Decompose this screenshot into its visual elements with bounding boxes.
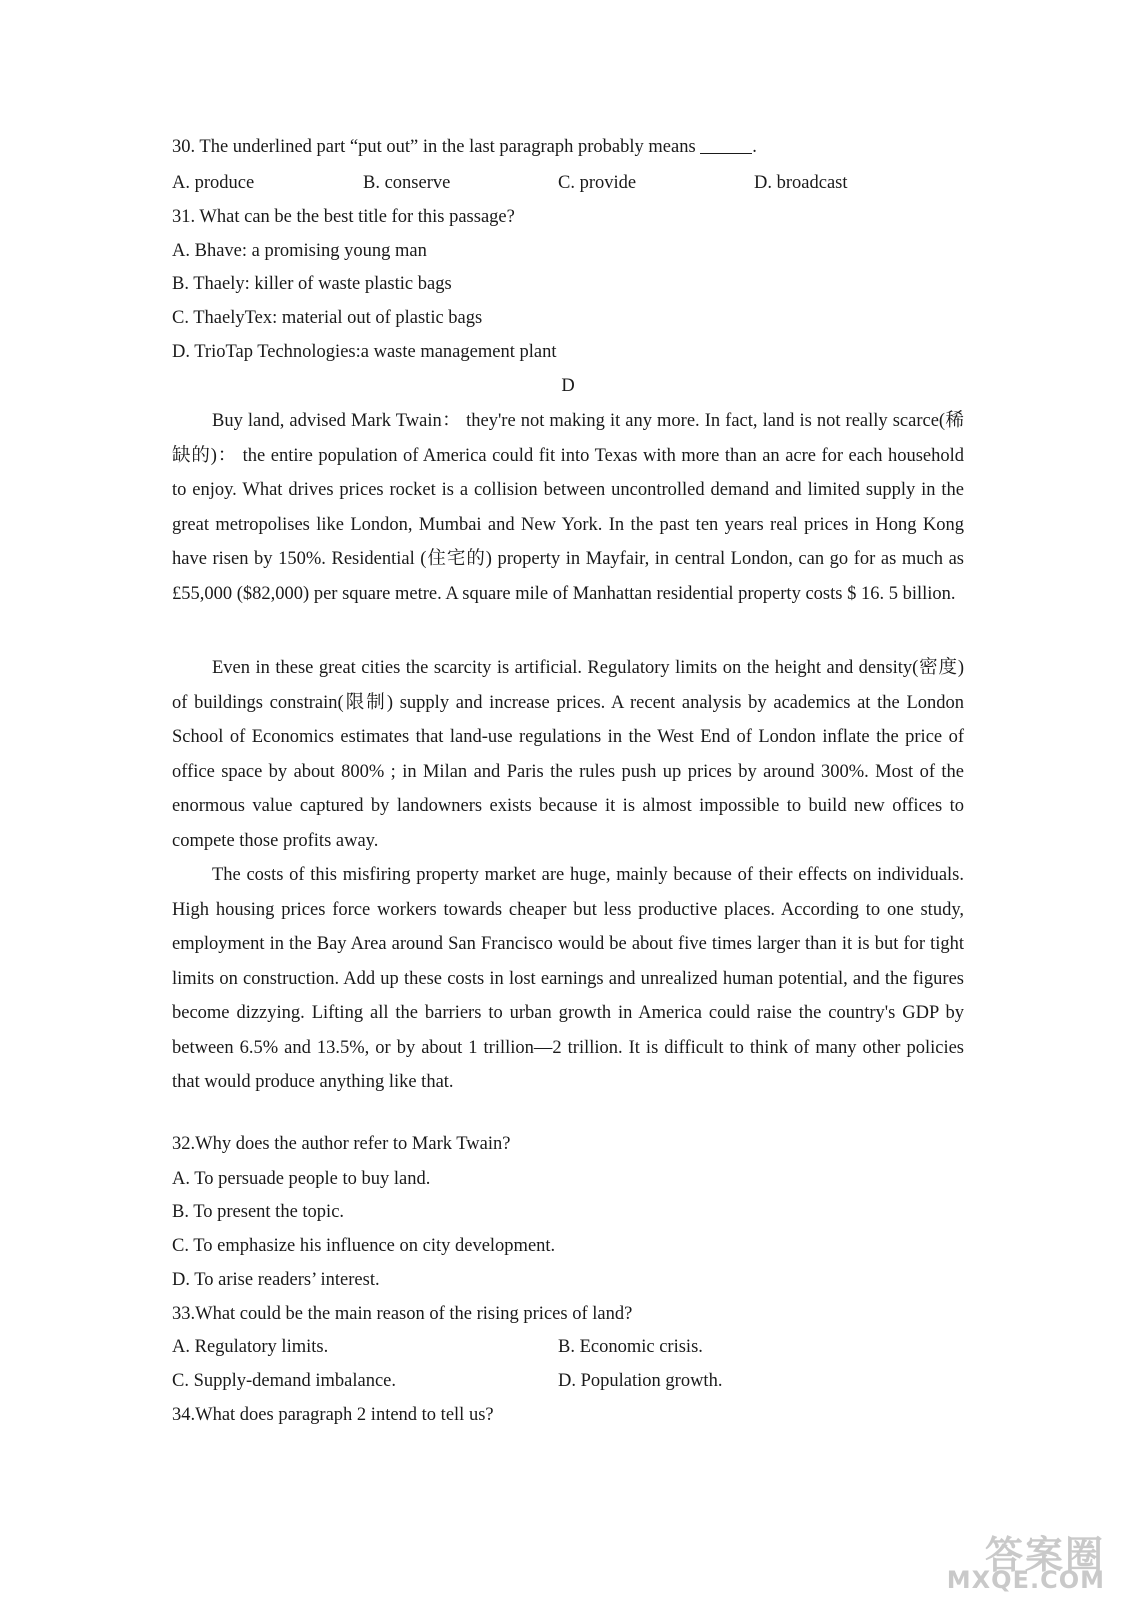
q31-option-d: D. TrioTap Technologies:a waste management plant [172, 342, 557, 362]
passage-paragraph-2: Even in these great cities the scarcity is artificial. Regulatory limits on the height and density(密度) of buildings constrain(限制) supply and increase prices. A recent analysis by academics at the London School of Economics estimates that land-use regulations in the West End of London inflate the price of office space by about 800% ; in Milan and Paris the rules push up prices by around 300%. Most of the enormous value captured by landowners exists because it is almost impossible to build new offices to compete those profits away. [172, 658, 964, 851]
q31-option-a: A. Bhave: a promising young man [172, 241, 427, 261]
q31-option-c: C. ThaelyTex: material out of plastic bags [172, 308, 483, 328]
answer-blank [700, 137, 752, 154]
q32-option-d: D. To arise readers’ interest. [172, 1270, 380, 1290]
question-33-stem: 33.What could be the main reason of the rising prices of land? [172, 1304, 633, 1324]
q32-option-a: A. To persuade people to buy land. [172, 1169, 431, 1189]
q33-option-c: C. Supply-demand imbalance. [172, 1371, 397, 1391]
q33-option-b: B. Economic crisis. [558, 1337, 703, 1357]
passage-paragraph-1: Buy land, advised Mark Twain： they're not making it any more. In fact, land is not really scarce(稀缺的)： the entire population of America could fit into Texas with more than an acre for each household to enjoy. What drives prices rocket is a collision between uncontrolled demand and limited supply in the great metropolises like London, Mumbai and New York. In the past ten years real prices in Hong Kong have risen by 150%. Residential (住宅的) property in Mayfair, in central London, can go for as much as £55,000 ($82,000) per square metre. A square mile of Manhattan residential property costs $ 16. 5 billion. [172, 411, 964, 604]
q33-option-d: D. Population growth. [558, 1371, 723, 1391]
q30-option-b: B. conserve [363, 173, 451, 193]
question-30-text: 30. The underlined part “put out” in the last paragraph probably means [172, 137, 696, 157]
q30-option-a: A. produce [172, 173, 255, 193]
question-34-stem: 34.What does paragraph 2 intend to tell us? [172, 1405, 494, 1425]
q30-option-c: C. provide [558, 173, 637, 193]
q32-option-c: C. To emphasize his influence on city development. [172, 1236, 556, 1256]
section-label: D [561, 376, 575, 396]
watermark-logo-text: 答案圈 [984, 1533, 1105, 1577]
question-31-stem: 31. What can be the best title for this passage? [172, 207, 515, 227]
question-30-stem [172, 136, 757, 158]
site-watermark [915, 1524, 1105, 1594]
watermark-domain: MXQE.COM [946, 1566, 1105, 1594]
q30-option-d: D. broadcast [754, 173, 848, 193]
q32-option-b: B. To present the topic. [172, 1202, 345, 1222]
q33-option-a: A. Regulatory limits. [172, 1337, 329, 1357]
question-32-stem: 32.Why does the author refer to Mark Twain? [172, 1134, 511, 1154]
q31-option-b: B. Thaely: killer of waste plastic bags [172, 274, 452, 294]
question-30-period: . [752, 137, 757, 157]
passage-paragraph-3: The costs of this misfiring property market are huge, mainly because of their effects on individuals. High housing prices force workers towards cheaper but less productive places. According to one study, employment in the Bay Area around San Francisco would be about five times larger than it is but for tight limits on construction. Add up these costs in lost earnings and unrealized human potential, and the figures become dizzying. Lifting all the barriers to urban growth in America could raise the country's GDP by between 6.5% and 13.5%, or by about 1 trillion—2 trillion. It is difficult to think of many other policies that would produce anything like that. [172, 865, 964, 1092]
